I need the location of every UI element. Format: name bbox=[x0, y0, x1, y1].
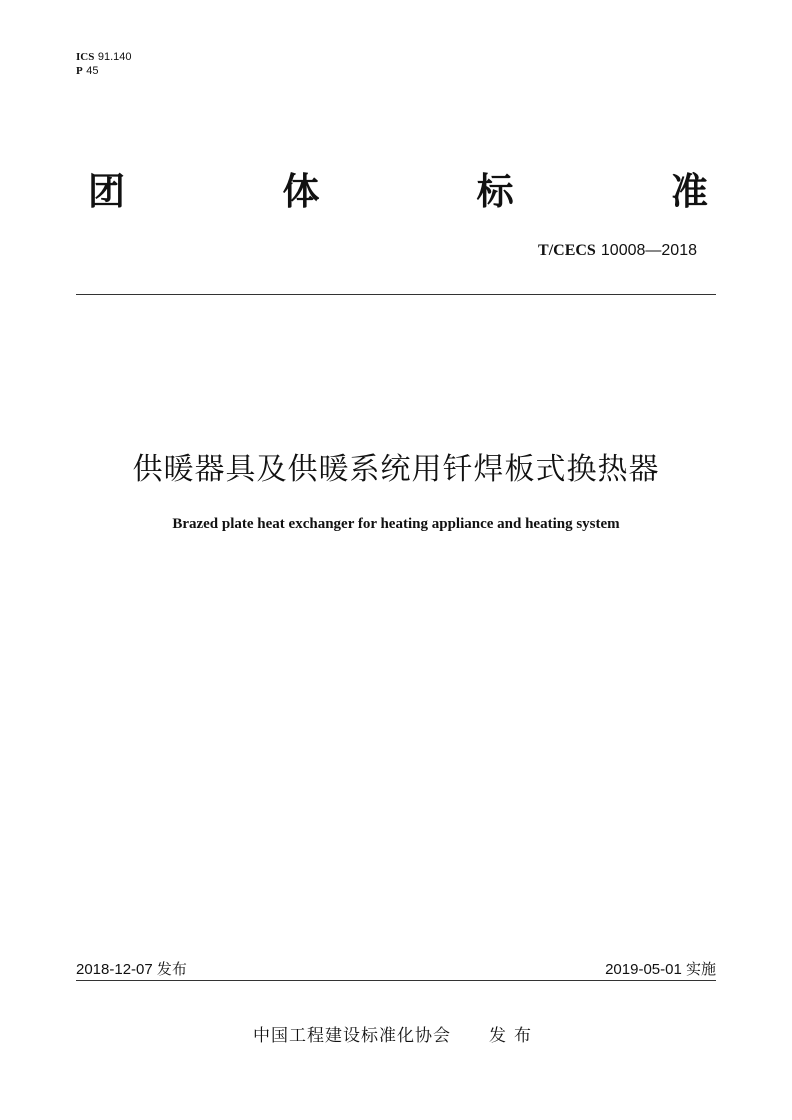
classification-block bbox=[76, 50, 132, 78]
standard-type-char-1: 团 bbox=[88, 170, 125, 213]
standard-type-char-4: 准 bbox=[670, 170, 708, 213]
publisher-line bbox=[0, 1021, 792, 1046]
top-divider bbox=[76, 294, 716, 295]
document-title-english: Brazed plate heat exchanger for heating appliance and heating system bbox=[172, 516, 620, 532]
ccs-label: P bbox=[76, 65, 83, 77]
publisher-action: 发布 bbox=[489, 1026, 539, 1046]
implementation-date-value: 2019-05-01 bbox=[605, 961, 682, 978]
ics-line bbox=[76, 50, 132, 64]
ics-value: 91.140 bbox=[97, 51, 132, 63]
issue-date-label: 发布 bbox=[156, 960, 187, 978]
ccs-value: 45 bbox=[86, 65, 99, 77]
ccs-line bbox=[76, 64, 132, 78]
bottom-divider bbox=[76, 980, 716, 981]
issue-date bbox=[76, 958, 187, 979]
issue-date-value: 2018-12-07 bbox=[76, 961, 153, 978]
implementation-date bbox=[605, 958, 716, 979]
standard-code-number: 10008—2018 bbox=[600, 242, 697, 259]
publisher-organization: 中国工程建设标准化协会 bbox=[253, 1026, 451, 1046]
standard-type-char-2: 体 bbox=[282, 170, 320, 213]
ics-label: ICS bbox=[76, 51, 95, 63]
standard-code bbox=[538, 240, 697, 260]
standard-code-prefix: T/CECS bbox=[538, 242, 596, 259]
document-title-chinese: 供暖器具及供暖系统用钎焊板式换热器 bbox=[132, 452, 660, 487]
implementation-date-label: 实施 bbox=[685, 960, 716, 978]
standard-type-heading bbox=[88, 158, 708, 218]
standard-type-char-3: 标 bbox=[476, 170, 514, 213]
